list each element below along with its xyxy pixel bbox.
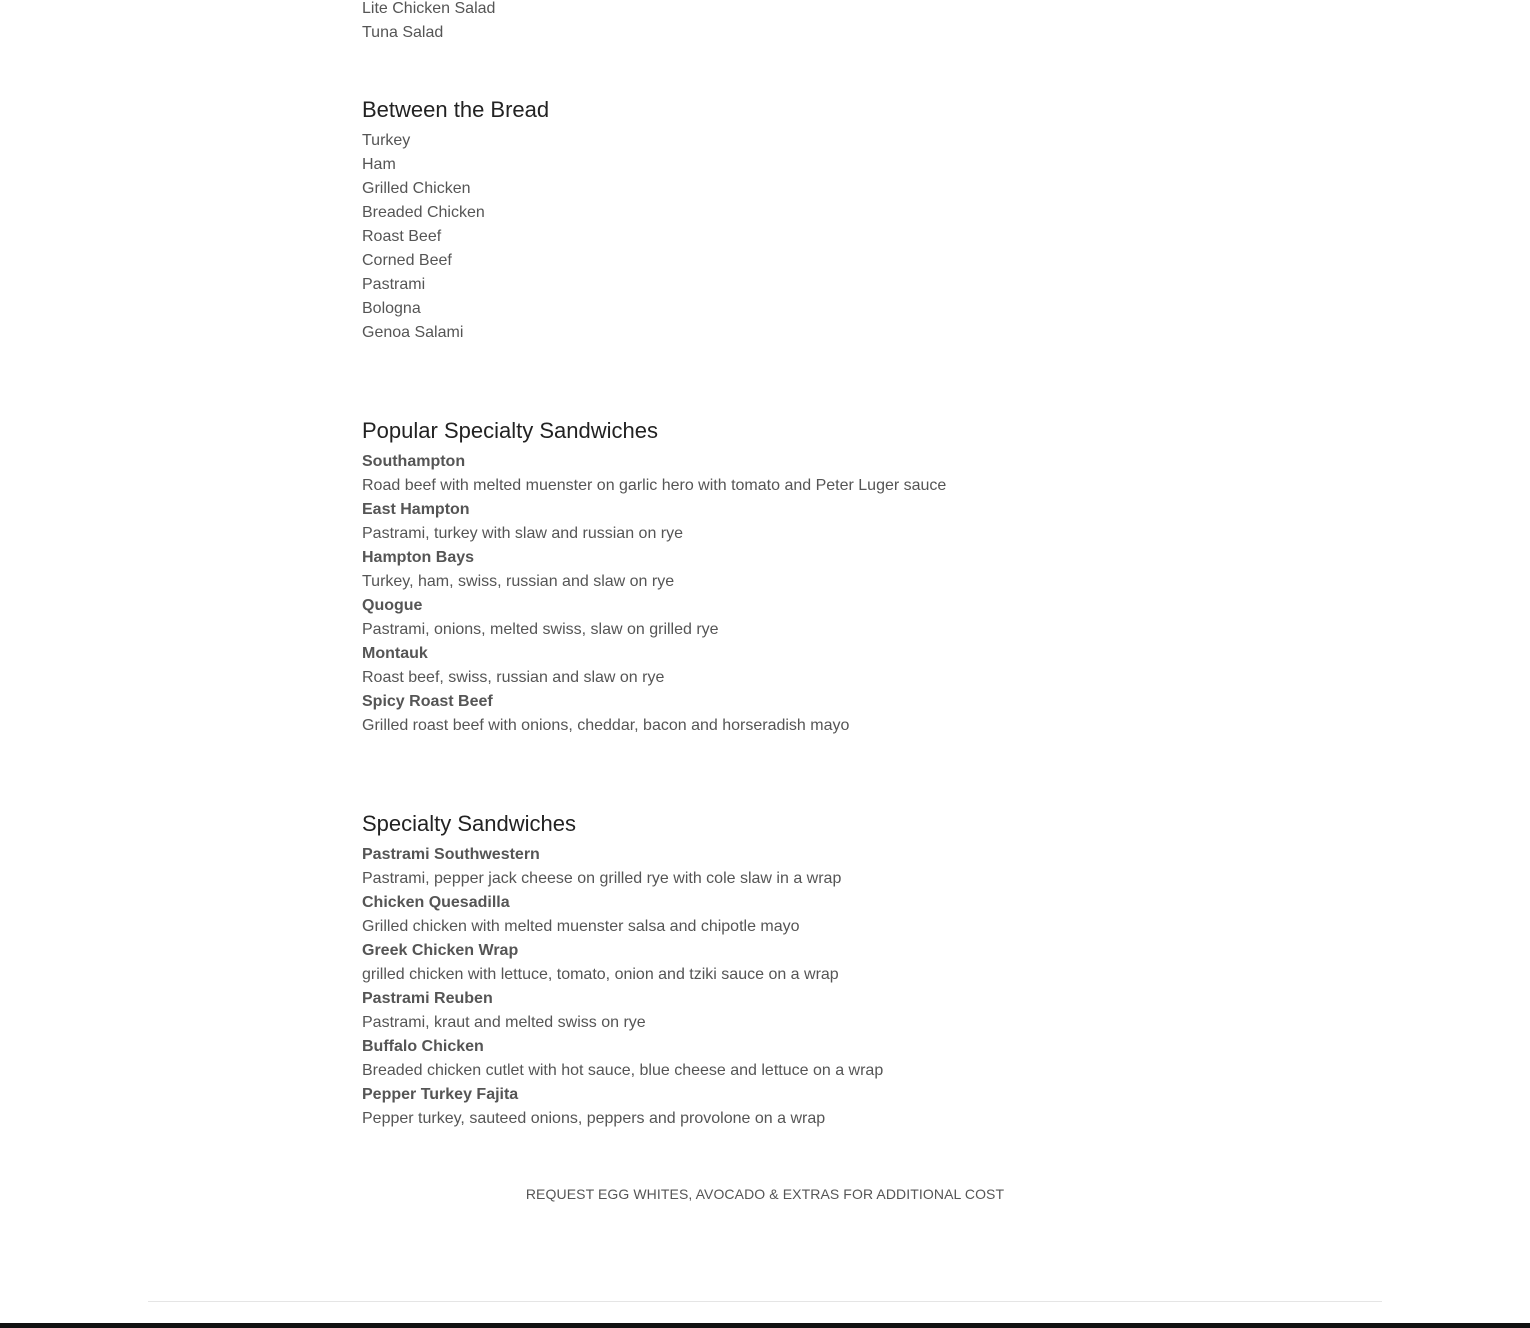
sandwich-name: Montauk	[362, 645, 428, 662]
menu-item: Bologna	[362, 300, 421, 317]
sandwich-name: Pastrami Reuben	[362, 990, 493, 1007]
sandwich-description: Roast beef, swiss, russian and slaw on rye	[362, 669, 665, 686]
sandwich-description: Pastrami, kraut and melted swiss on rye	[362, 1014, 646, 1031]
sandwich-name: Chicken Quesadilla	[362, 894, 510, 911]
sandwich-name: Buffalo Chicken	[362, 1038, 484, 1055]
section-title: Popular Specialty Sandwiches	[362, 418, 658, 443]
menu-item: Roast Beef	[362, 228, 442, 245]
menu-item: Lite Chicken Salad	[362, 0, 496, 17]
menu-item: Corned Beef	[362, 252, 452, 269]
sandwich-description: Grilled roast beef with onions, cheddar, bacon and horseradish mayo	[362, 717, 850, 734]
sandwich-description: Breaded chicken cutlet with hot sauce, blue cheese and lettuce on a wrap	[362, 1062, 884, 1079]
sandwich-description: grilled chicken with lettuce, tomato, onion and tziki sauce on a wrap	[362, 966, 839, 983]
section-title: Between the Bread	[362, 97, 550, 122]
menu-content	[362, 0, 1168, 1131]
sandwich-description: Road beef with melted muenster on garlic hero with tomato and Peter Luger sauce	[362, 477, 947, 494]
menu-item: Grilled Chicken	[362, 180, 471, 197]
between-the-bread-section	[362, 95, 1168, 345]
extras-note: REQUEST EGG WHITES, AVOCADO & EXTRAS FOR ADDITIONAL COST	[525, 1186, 1005, 1202]
menu-item: Ham	[362, 156, 396, 173]
menu-item: Tuna Salad	[362, 24, 444, 41]
menu-item: Genoa Salami	[362, 324, 464, 341]
section-title: Specialty Sandwiches	[362, 811, 577, 836]
specialty-sandwiches-section	[362, 809, 1168, 1131]
sandwich-description: Pastrami, onions, melted swiss, slaw on grilled rye	[362, 621, 719, 638]
sandwich-description: Turkey, ham, swiss, russian and slaw on rye	[362, 573, 675, 590]
salads-section-partial	[362, 0, 1168, 45]
menu-item: Turkey	[362, 132, 411, 149]
sandwich-description: Grilled chicken with melted muenster salsa and chipotle mayo	[362, 918, 800, 935]
sandwich-name: East Hampton	[362, 501, 470, 518]
footer-divider	[148, 1301, 1382, 1302]
sandwich-name: Pepper Turkey Fajita	[362, 1086, 519, 1103]
popular-specialty-sandwiches-section	[362, 416, 1168, 738]
sandwich-description: Pastrami, pepper jack cheese on grilled rye with cole slaw in a wrap	[362, 870, 842, 887]
sandwich-name: Pastrami Southwestern	[362, 846, 540, 863]
sandwich-description: Pepper turkey, sauteed onions, peppers and provolone on a wrap	[362, 1110, 826, 1127]
menu-item: Breaded Chicken	[362, 204, 485, 221]
sandwich-description: Pastrami, turkey with slaw and russian on rye	[362, 525, 684, 542]
sandwich-name: Spicy Roast Beef	[362, 693, 493, 710]
sandwich-name: Greek Chicken Wrap	[362, 942, 519, 959]
sandwich-name: Hampton Bays	[362, 549, 475, 566]
sandwich-name: Quogue	[362, 597, 423, 614]
menu-item: Pastrami	[362, 276, 426, 293]
footer-bar	[0, 1323, 1530, 1328]
sandwich-name: Southampton	[362, 453, 466, 470]
